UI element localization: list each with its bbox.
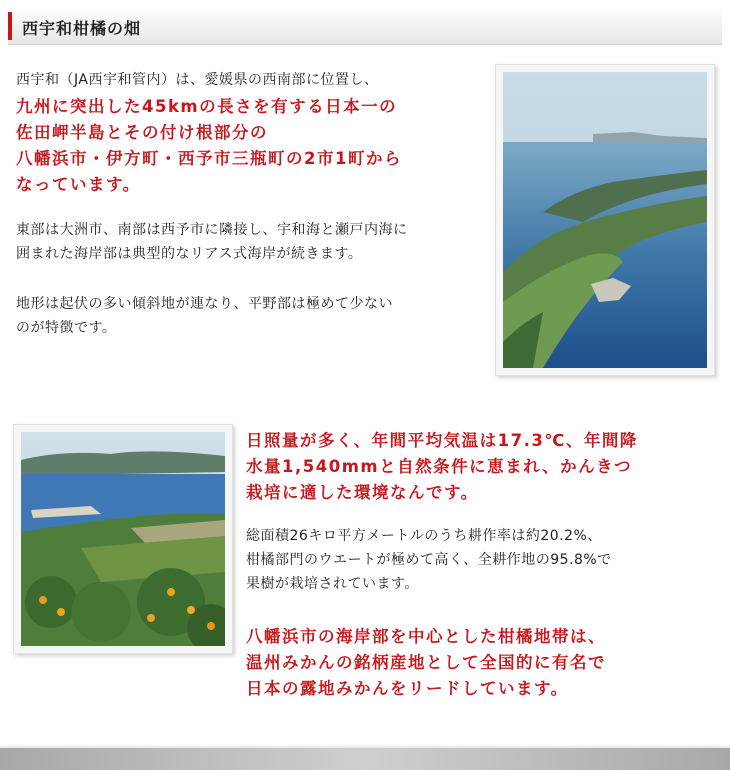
bottom-shadow-bar xyxy=(0,748,730,770)
peninsula-aerial-photo xyxy=(495,64,715,376)
section-header xyxy=(8,8,722,45)
highlight-closing: 八幡浜市の海岸部を中心とした柑橘地帯は、 温州みかんの銘柄産地として全国的に有名で 日本の露地みかんをリードしています。 xyxy=(246,627,606,698)
highlight-climate: 日照量が多く、年間平均気温は17.3℃、年間降 水量1,540mmと自然条件に恵まれ、かんきつ 栽培に適した環境なんです。 xyxy=(246,431,638,502)
paragraph-terrain: 地形は起伏の多い傾斜地が連なり、平野部は極めて少ない のが特徴です。 xyxy=(16,296,393,336)
orchard-photo-image xyxy=(21,432,225,646)
paragraph-geography: 東部は大洲市、南部は西予市に隣接し、宇和海と瀬戸内海に 囲まれた海岸部は典型的なリアス式海岸が続きます。 xyxy=(16,222,408,262)
intro-text: 西宇和（JA西宇和管内）は、愛媛県の西南部に位置し、 xyxy=(16,72,379,88)
peninsula-photo-image xyxy=(503,72,707,368)
highlight-peninsula: 九州に突出した45kmの長さを有する日本一の 佐田岬半島とその付け根部分の 八幡浜市・伊方町・西予市三瓶町の2市1町から なっています。 xyxy=(16,97,402,194)
citrus-orchard-photo xyxy=(13,424,233,654)
page-title: 西宇和柑橘の畑 xyxy=(22,19,142,38)
header-accent-bar xyxy=(8,12,12,40)
paragraph-cultivation: 総面積26キロ平方メートルのうち耕作率は約20.2%、 柑橘部門のウエートが極めて高く、全耕作地の95.8%で 果樹が栽培されています。 xyxy=(246,528,612,592)
